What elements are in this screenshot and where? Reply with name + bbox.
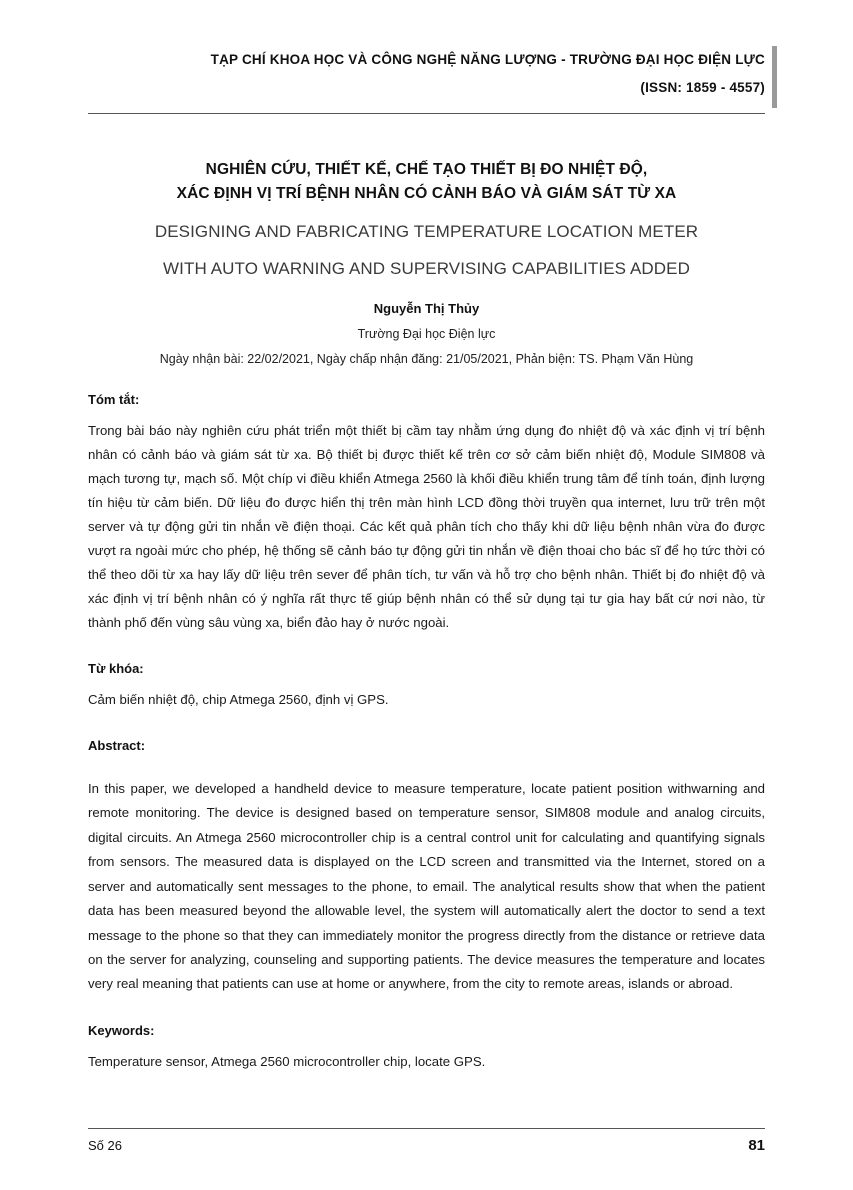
author-affiliation: Trường Đại học Điện lực [357,327,496,342]
tukhoa-heading: Từ khóa: [88,661,144,677]
section-tukhoa [88,661,765,712]
title-vietnamese-line2: XÁC ĐỊNH VỊ TRÍ BỆNH NHÂN CÓ CẢNH BÁO VÀ GIÁM SÁT TỪ XA [176,184,677,202]
title-vietnamese-line1: NGHIÊN CỨU, THIẾT KẾ, CHẾ TẠO THIẾT BỊ ĐO NHIỆT ĐỘ, [205,160,648,178]
section-abstract [88,738,765,997]
abstract-body: In this paper, we developed a handheld device to measure temperature, locate patient position withwarning and remote monitoring. The device is designed based on temperature sensor, SIM808 module and analog circuits, digital circuits. An Atmega 2560 microcontroller chip is a central control unit for calculating and quantifying signals from sensors. The measured data is displayed on the LCD screen and transmitted via the Internet, stored on a server and automatically sent messages to the phone, to email. The analytical results show that when the patient data has been measured beyond the allowable level, the system will automatically alert the doctor to send a text message to the phone so that they can immediately monitor the progress directly from the distance or retrieve data on the server for analyzing, counseling and supporting patients. The device measures the temperature and locates very real meaning that patients can use at home or anywhere, from the city to remote areas, islands or abroad. [88,781,765,992]
author-name: Nguyễn Thị Thủy [373,301,480,317]
journal-title: TẠP CHÍ KHOA HỌC VÀ CÔNG NGHỆ NĂNG LƯỢNG - TRƯỜNG ĐẠI HỌC ĐIỆN LỰC [210,52,765,67]
title-english-line1: DESIGNING AND FABRICATING TEMPERATURE LOCATION METER [154,221,699,241]
abstract-heading: Abstract: [88,738,146,754]
submission-dates: Ngày nhận bài: 22/02/2021, Ngày chấp nhận đăng: 21/05/2021, Phản biện: TS. Phạm Văn Hùng [159,352,694,367]
tomtat-heading: Tóm tắt: [88,392,140,408]
section-keywords [88,1023,765,1074]
tukhoa-body: Cảm biến nhiệt độ, chip Atmega 2560, định vị GPS. [88,692,389,708]
keywords-body: Temperature sensor, Atmega 2560 microcontroller chip, locate GPS. [88,1053,486,1069]
page-number: 81 [748,1137,765,1154]
issue-number: Số 26 [88,1138,122,1153]
journal-issn: (ISSN: 1859 - 4557) [640,80,765,96]
page-header [88,0,765,114]
header-divider [88,113,765,114]
page-footer [88,1128,765,1154]
header-accent-bar [772,46,777,108]
title-block [88,158,765,282]
keywords-heading: Keywords: [88,1022,155,1038]
title-english-line2: WITH AUTO WARNING AND SUPERVISING CAPABILITIES ADDED [163,259,690,279]
section-tomtat [88,392,765,635]
tomtat-body: Trong bài báo này nghiên cứu phát triển một thiết bị cầm tay nhằm ứng dụng đo nhiệt độ và xác định vị trí bệnh nhân có cảnh báo và giám sát từ xa. Bộ thiết bị được thiết kế trên cơ sở cảm biến nhiệt độ, Module SIM808 và mạch tương tự, mạch số. Một chíp vi điều khiển Atmega 2560 là khối điều khiển trung tâm để tính toán, định lượng tín hiệu từ cảm biến. Dữ liệu đo được hiển thị trên màn hình LCD đồng thời truyền qua internet, lưu trữ trên một server và tự động gửi tin nhắn về điện thoại. Các kết quả phân tích cho thấy khi dữ liệu bệnh nhân vừa đo được vượt ra ngoài mức cho phép, hệ thống sẽ cảnh báo tự động gửi tin nhắn về điện thoai cho bác sĩ để họ tức thời có thể theo dõi từ xa hay lấy dữ liệu trên sever để phân tích, tư vấn và hỗ trợ cho bệnh nhân. Thiết bị đo nhiệt độ và xác định vị trí bệnh nhân có ý nghĩa rất thực tế giúp bệnh nhân có thể sử dụng tại tư gia hay bất cứ nơi nào, từ thành phố đến vùng sâu vùng xa, biển đảo hay ở nước ngoài. [88,423,765,631]
footer-divider [88,1128,765,1129]
